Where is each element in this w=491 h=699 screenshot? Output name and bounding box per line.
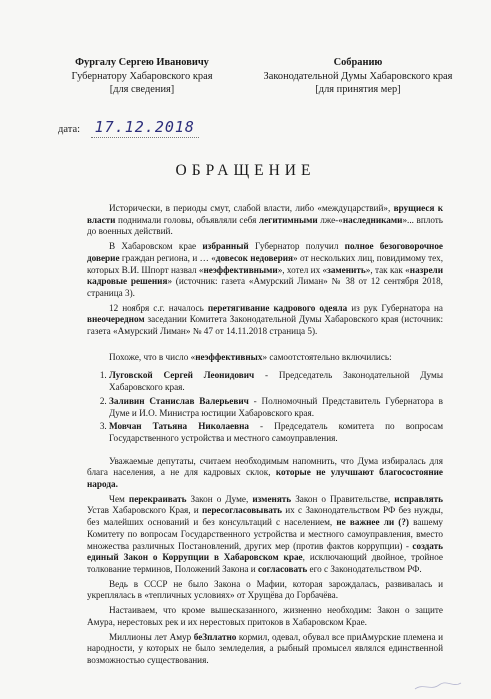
addressee-duma-position: Законодательной Думы Хабаровского края (263, 70, 453, 82)
document-title: ОБРАЩЕНИЕ (175, 162, 316, 179)
paragraph-6: Чем перекраивать Закон о Думе, изменять Закон о Правительстве, исправлять Устав Хабаровского Края, и пересогласовывать их с Законодательством РФ без нужды, без малейших оснований и без консультаций с населением, не важнее ли (?) вашему Комитету по вопросам Государственного устройства и местного самоуправления, вместо множества различных Постановлений, других мер (против фактов коррупции) - создать единый Закон о Коррупции в Хабаровском крае, исключающий двойное, тройное толкование терминов, Положений Закона и согласовать его с Законодательством РФ. (87, 493, 443, 574)
persons-list (87, 370, 443, 444)
handwritten-date: 17.12.2018 (91, 118, 199, 138)
addressee-governor (52, 56, 232, 97)
paragraph-2: В Хабаровском крае избранный Губернатор получил полное безоговорочное доверие граждан региона, и … «довесок недоверия» от нескольких лиц, повидимому тех, которых В.И. Шпорт назвал «неэффективными», хотел их «заменить», так как «назрели кадровые решения» (источник: газета «Амурский Лиман» № 38 от 12 сентября 2018, страница 3). (87, 241, 443, 298)
list-item: 1. Луговской Сергей Леонидович - Председатель Законодательной Думы Хабаровского края. (109, 370, 443, 393)
addressee-duma-note: [для принятия мер] (315, 84, 401, 95)
paragraph-4: Похоже, что в число «неэффективных» самоотстоятельно включились: (109, 351, 392, 362)
addressee-duma (258, 56, 458, 97)
addressee-governor-name: Фургалу Сергею Ивановичу (75, 57, 209, 68)
paragraph-7: Ведь в СССР не было Закона о Мафии, которая зарождалась, развивалась и укреплялась в «тепличных условиях» от Хрущёва до Горбачёва. (87, 578, 443, 601)
date-label: дата: (58, 124, 81, 135)
list-item: 3. Мовчан Татьяна Николаевна - Председатель комитета по вопросам Государственного устройства и местного самоуправления. (109, 421, 443, 444)
pen-mark-icon (413, 679, 463, 693)
paragraph-1: Исторически, в периоды смут, слабой власти, либо «междуцарствий», врущиеся к власти поднимали головы, объявляли себя легитимными лже-«наследниками»... вплоть до военных действий. (87, 203, 443, 237)
paragraph-9: Миллионы лет Амур беЗплатно кормил, одевал, обувал все приАмурские племена и народности, у которых не было земледелия, а рыбный промысел являлся единственной возможностью существования. (87, 631, 443, 665)
document-body (87, 203, 443, 670)
list-item: 2. Заливин Станислав Валерьевич - Полномочный Представитель Губернатора в Думе и И.О. Министра юстиции Хабаровского края. (109, 396, 443, 419)
paragraph-3: 12 ноября с.г. началось перетягивание кадрового одеяла из рук Губернатора на внеочередном заседании Комитета Законодательной Думы Хабаровского края (источник: газета «Амурский Лиман» № 47 от 14.11.2018 страница 5). (87, 302, 443, 337)
paragraph-8: Настаиваем, что кроме вышесказанного, жизненно необходим: Закон о защите Амура, нерестовых рек и их нерестовых притоков в Хабаровском Крае. (87, 605, 443, 627)
addressee-duma-name: Собранию (333, 57, 383, 68)
date-line (58, 118, 199, 138)
addressee-governor-position: Губернатору Хабаровского края (71, 70, 213, 82)
addressee-governor-note: [для сведения] (109, 84, 175, 95)
paragraph-5: Уважаемые депутаты, считаем необходимым напомнить, что Дума избиралась для блага населения, а не для кадровых склок, которые не улучшают благосостояние народа. (87, 455, 444, 490)
